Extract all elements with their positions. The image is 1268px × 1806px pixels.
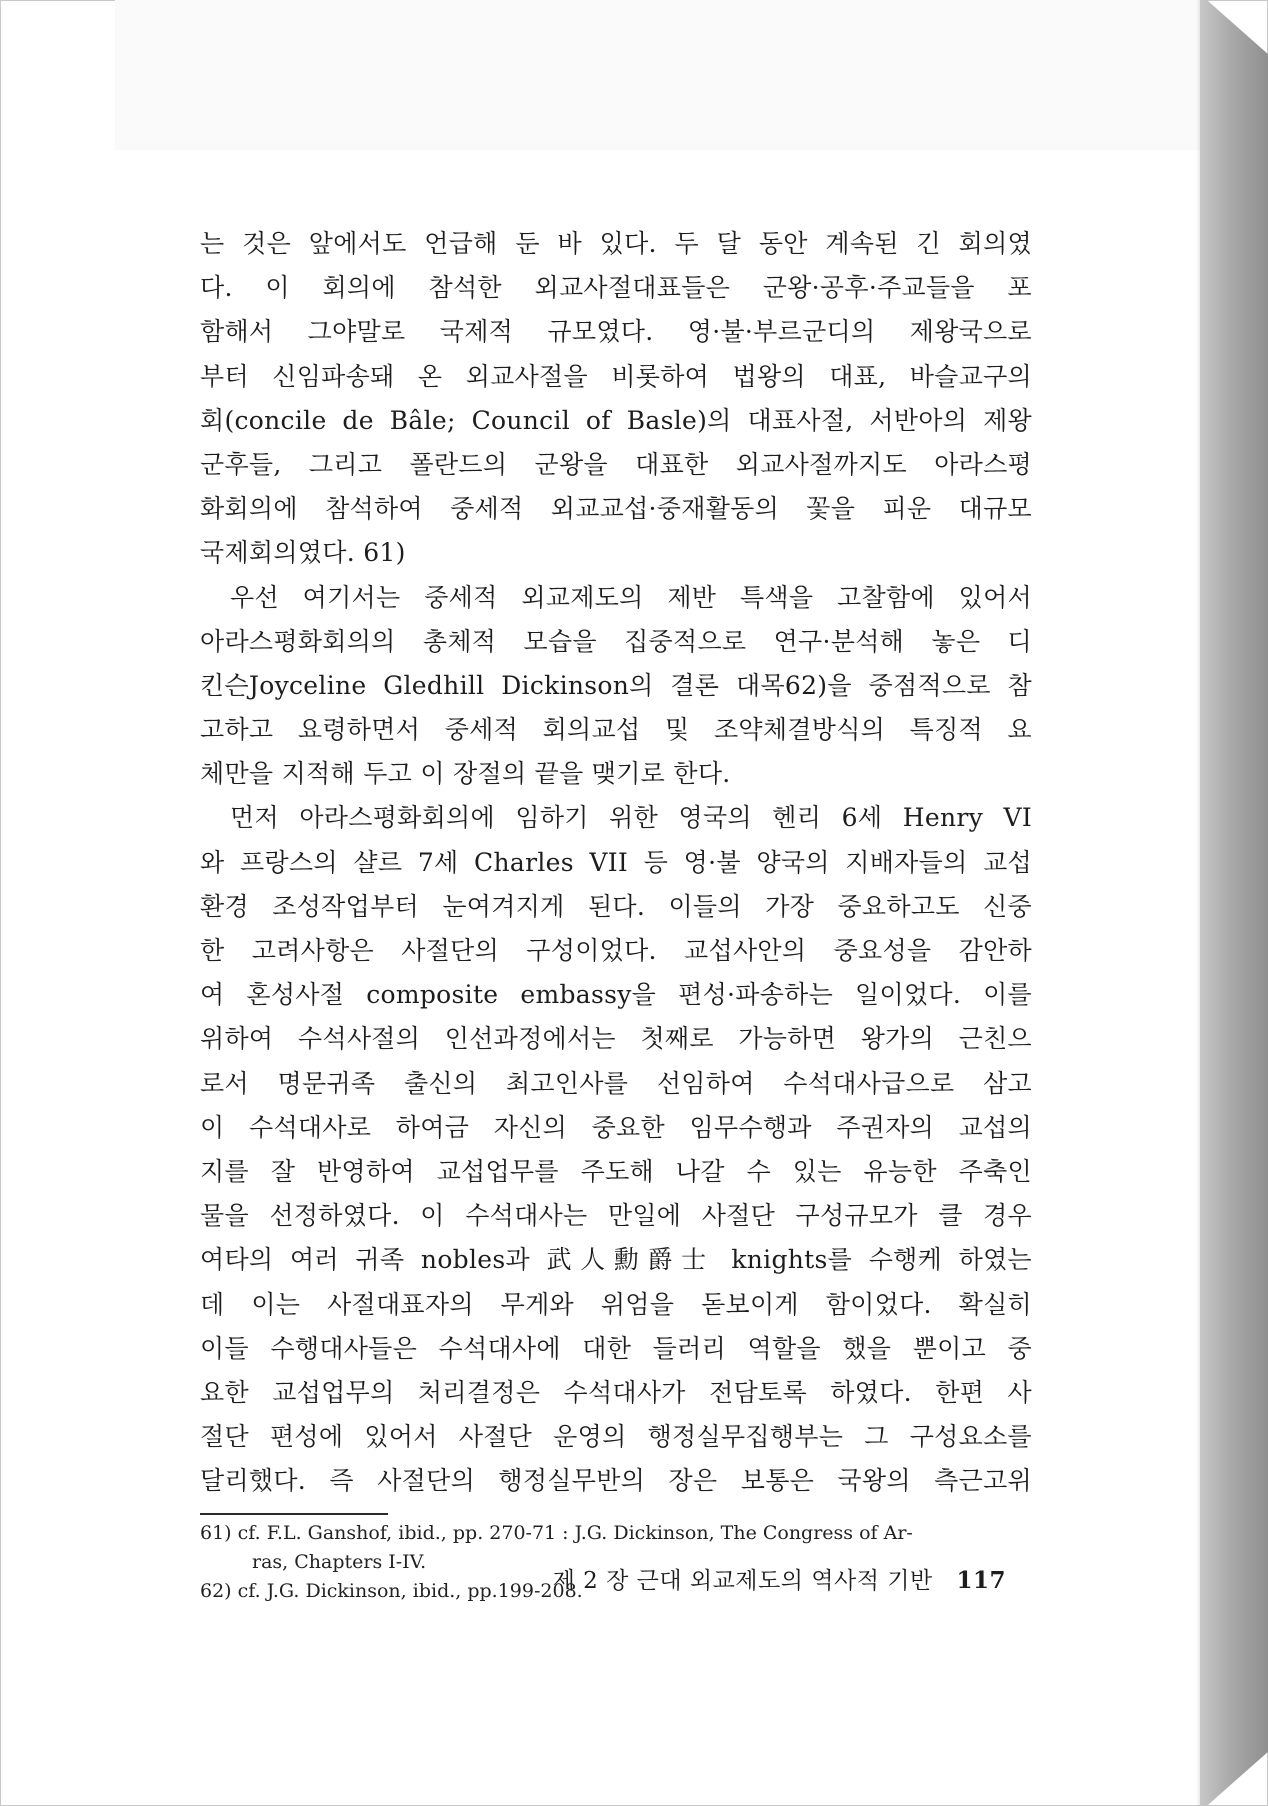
body-line: 회(concile de Bâle; Council of Basle)의 대표사절, 서반아의 제왕 — [200, 405, 1032, 435]
body-line: 는 것은 앞에서도 언급해 둔 바 있다. 두 달 동안 계속된 긴 회의였 — [200, 229, 1032, 258]
body-line: 먼저 아라스평화회의에 임하기 위한 영국의 헨리 6세 Henry VI — [230, 803, 1032, 833]
body-line: 한 고려사항은 사절단의 구성이었다. 교섭사안의 중요성을 감안하 — [200, 936, 1032, 965]
body-line: 데 이는 사절대표자의 무게와 위엄을 돋보이게 함이었다. 확실히 — [200, 1289, 1032, 1319]
body-line: 여 혼성사절 composite embassy을 편성·파송하는 일이었다. 이를 — [200, 980, 1032, 1010]
body-text — [200, 222, 1032, 1503]
body-line: 여타의 여러 귀족 nobles과 武人勳爵士 knights를 수행케 하였는 — [200, 1245, 1032, 1275]
body-line: 절단 편성에 있어서 사절단 운영의 행정실무집행부는 그 구성요소를 — [200, 1422, 1032, 1452]
body-line: 킨슨Joyceline Gledhill Dickinson의 결론 대목62)을 중점적으로 참 — [200, 670, 1032, 700]
chapter-title: 제 2 장 근대 외교제도의 역사적 기반 — [552, 1568, 933, 1594]
body-line: 환경 조성작업부터 눈여겨지게 된다. 이들의 가장 중요하고도 신중 — [200, 891, 1032, 921]
body-line: 로서 명문귀족 출신의 최고인사를 선임하여 수석대사급으로 삼고 — [200, 1068, 1032, 1098]
page-content — [200, 222, 1032, 1606]
running-footer — [200, 1562, 1006, 1595]
body-line: 다. 이 회의에 참석한 외교사절대표들은 군왕·공후·주교들을 포 — [200, 273, 1032, 303]
footnote-rule — [200, 1513, 388, 1515]
body-line: 군후들, 그리고 폴란드의 군왕을 대표한 외교사절까지도 아라스평 — [200, 449, 1032, 479]
footnote-line: 62) cf. J.G. Dickinson, ibid., pp.199-208. — [200, 1580, 583, 1603]
body-line: 화회의에 참석하여 중세적 외교교섭·중재활동의 꽃을 피운 대규모 — [200, 494, 1032, 524]
body-line: 요한 교섭업무의 처리결정은 수석대사가 전담토록 하였다. 한편 사 — [200, 1377, 1032, 1407]
body-line: 부터 신임파송돼 온 외교사절을 비롯하여 법왕의 대표, 바슬교구의 — [200, 361, 1032, 391]
footnote-line: 61) cf. F.L. Ganshof, ibid., pp. 270-71 : J.G. Dickinson, The Congress of Ar- — [200, 1522, 913, 1545]
body-line: 달리했다. 즉 사절단의 행정실무반의 장은 보통은 국왕의 측근고위 — [200, 1466, 1032, 1496]
body-line: 지를 잘 반영하여 교섭업무를 주도해 나갈 수 있는 유능한 주축인 — [200, 1156, 1032, 1186]
body-line: 체만을 지적해 두고 이 장절의 끝을 맺기로 한다. — [200, 759, 731, 789]
body-line: 위하여 수석사절의 인선과정에서는 첫째로 가능하면 왕가의 근친으 — [200, 1024, 1032, 1054]
scan-top-band — [115, 0, 1205, 150]
body-line: 아라스평화회의의 총체적 모습을 집중적으로 연구·분석해 놓은 디 — [200, 626, 1032, 656]
body-line: 이 수석대사로 하여금 자신의 중요한 임무수행과 주권자의 교섭의 — [200, 1112, 1032, 1142]
page-number: 117 — [956, 1567, 1006, 1594]
body-line: 와 프랑스의 샬르 7세 Charles VII 등 영·불 양국의 지배자들의 교섭 — [200, 847, 1032, 877]
page-edge-stack — [1200, 0, 1268, 1806]
footnote-line: ras, Chapters I-IV. — [252, 1551, 427, 1574]
body-line: 고하고 요령하면서 중세적 회의교섭 및 조약체결방식의 특징적 요 — [200, 715, 1032, 745]
body-line: 우선 여기서는 중세적 외교제도의 제반 특색을 고찰함에 있어서 — [230, 582, 1032, 612]
body-line: 국제회의였다. 61) — [200, 538, 406, 568]
body-line: 물을 선정하였다. 이 수석대사는 만일에 사절단 구성규모가 클 경우 — [200, 1201, 1032, 1231]
body-line: 이들 수행대사들은 수석대사에 대한 들러리 역할을 했을 뿐이고 중 — [200, 1333, 1032, 1363]
body-line: 함해서 그야말로 국제적 규모였다. 영·불·부르군디의 제왕국으로 — [200, 317, 1032, 347]
